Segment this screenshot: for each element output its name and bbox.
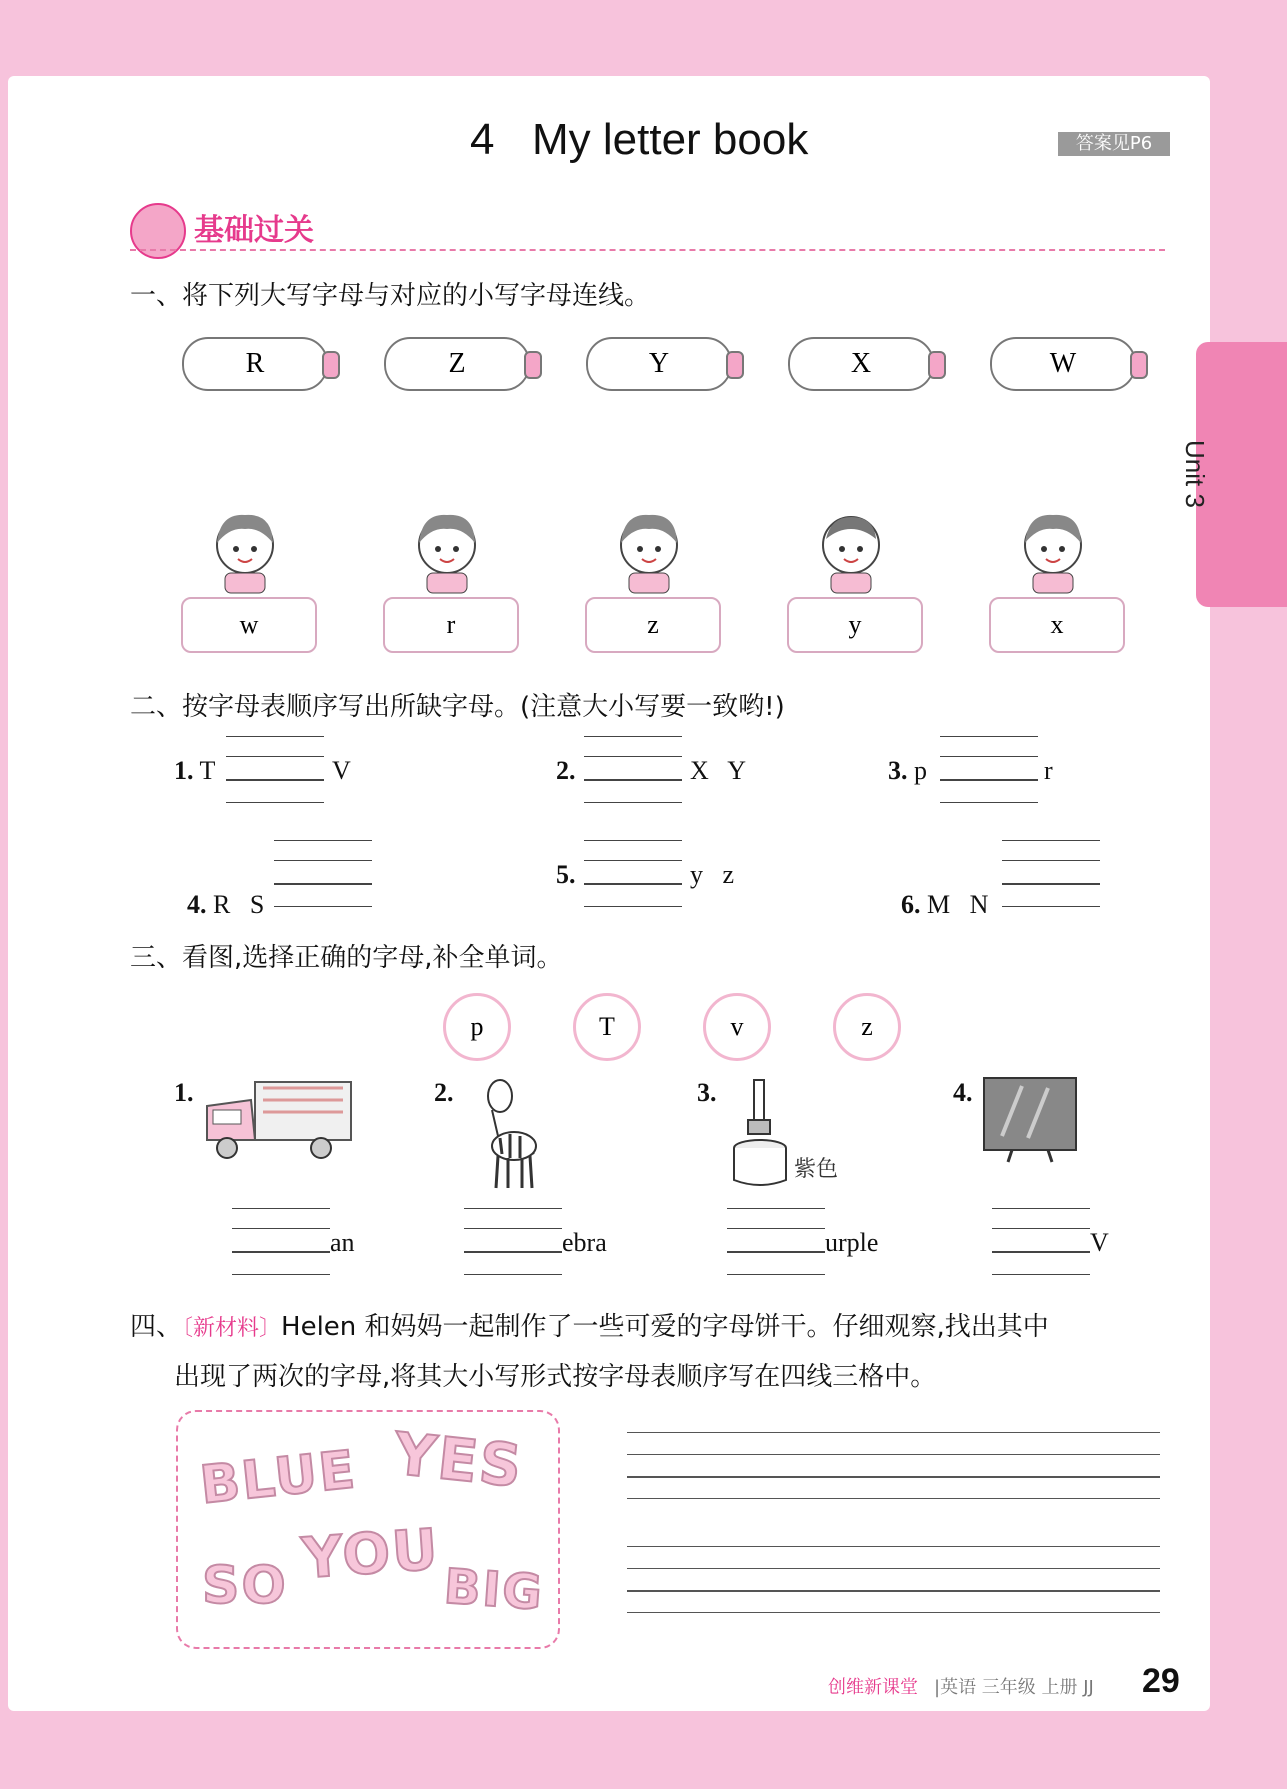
writing-lines[interactable] [464, 1208, 562, 1274]
given-letters: V [332, 756, 351, 785]
lowercase-card [989, 597, 1125, 653]
child-illustration [806, 505, 896, 595]
zebra-image [470, 1076, 550, 1192]
truck-image [203, 1078, 355, 1166]
q3-instruction: 三、看图,选择正确的字母,补全单词。 [130, 943, 563, 973]
writing-lines[interactable] [584, 840, 682, 906]
q2-item [174, 860, 264, 920]
option-clock [443, 993, 511, 1061]
writing-lines[interactable] [1002, 840, 1100, 906]
cookie-word: SO [202, 1556, 288, 1616]
writing-lines[interactable] [274, 840, 372, 906]
option-letter: T [599, 1012, 615, 1041]
uppercase-letter: R [245, 348, 265, 379]
writing-lines[interactable] [940, 736, 1038, 802]
given-letters: r [1044, 756, 1053, 785]
lowercase-card [181, 597, 317, 653]
option-clock [703, 993, 771, 1061]
tv-image [982, 1076, 1078, 1166]
paint-can-image [730, 1076, 790, 1188]
writing-lines[interactable] [992, 1208, 1090, 1274]
q2-item [888, 860, 988, 920]
lowercase-card [383, 597, 519, 653]
q4-text-line1: Helen 和妈妈一起制作了一些可爱的字母饼干。仔细观察,找出其中 [281, 1312, 1049, 1342]
writing-lines[interactable] [584, 736, 682, 802]
item-number: 4. [187, 890, 207, 919]
given-letters: M N [927, 890, 989, 919]
word-ending: an [330, 1228, 355, 1257]
lowercase-letter: r [446, 610, 456, 639]
option-clock [833, 993, 901, 1061]
bottle-uppercase [182, 337, 328, 391]
item-number: 2. [556, 756, 576, 785]
footer-subject: |英语 三年级 上册 JJ [934, 1677, 1094, 1698]
cookie-word: YES [390, 1419, 527, 1501]
option-letter: v [730, 1012, 744, 1041]
child-illustration [200, 505, 290, 595]
cookie-word: BIG [442, 1558, 546, 1622]
item-number: 4. [953, 1078, 973, 1107]
answer-reference-badge: 答案见P6 [1058, 132, 1170, 156]
given-letters: T [199, 756, 216, 785]
bottle-uppercase [384, 337, 530, 391]
item-number: 6. [901, 890, 921, 919]
bottle-uppercase [990, 337, 1136, 391]
lowercase-card [585, 597, 721, 653]
item-number: 1. [174, 1078, 194, 1107]
q2-item [174, 756, 215, 786]
given-letters: p [914, 756, 927, 785]
lowercase-letter: z [647, 610, 659, 639]
given-letters: X Y [690, 756, 747, 785]
item-number: 3. [888, 756, 908, 785]
child-illustration [604, 505, 694, 595]
lowercase-letter: w [239, 610, 259, 639]
footer-brand: 创维新课堂 [828, 1677, 918, 1698]
child-illustration [1008, 505, 1098, 595]
lowercase-letter: x [1050, 610, 1064, 639]
option-clock [573, 993, 641, 1061]
item-number: 3. [697, 1078, 717, 1107]
four-line-grid[interactable] [627, 1546, 1160, 1616]
q4-instruction-line1 [130, 1306, 1049, 1343]
uppercase-letter: X [850, 348, 872, 379]
lowercase-card [787, 597, 923, 653]
writing-lines[interactable] [226, 736, 324, 802]
q4-instruction-line2: 出现了两次的字母,将其大小写形式按字母表顺序写在四线三格中。 [174, 1362, 937, 1392]
child-illustration [402, 505, 492, 595]
item-number: 1. [174, 756, 194, 785]
option-letter: z [861, 1012, 873, 1041]
given-letters: y z [690, 860, 735, 889]
q2-instruction: 二、按字母表顺序写出所缺字母。(注意大小写要一致哟!) [130, 692, 785, 722]
q4-prefix: 四、 [130, 1312, 183, 1342]
word-ending: urple [825, 1228, 879, 1257]
bottle-uppercase [788, 337, 934, 391]
q1-instruction: 一、将下列大写字母与对应的小写字母连线。 [130, 281, 651, 311]
word-ending: ebra [562, 1228, 607, 1257]
item-number: 5. [556, 860, 576, 889]
uppercase-letter: Z [448, 348, 466, 379]
unit-tab-label: Unit 3 [1180, 440, 1210, 508]
uppercase-letter: Y [648, 348, 670, 379]
new-material-tag: 〔新材料〕 [182, 1316, 282, 1341]
cookie-word: YOU [299, 1517, 442, 1592]
q2-item [888, 756, 927, 786]
section-title: 基础过关 [194, 213, 314, 248]
four-line-grid[interactable] [627, 1432, 1160, 1502]
lesson-number: 4 [470, 115, 495, 164]
option-letter: p [470, 1012, 484, 1041]
writing-lines[interactable] [232, 1208, 330, 1274]
bottle-uppercase [586, 337, 732, 391]
item-number: 2. [434, 1078, 454, 1107]
lowercase-letter: y [848, 610, 862, 639]
word-ending: V [1090, 1228, 1109, 1257]
cookie-picture-box [176, 1410, 560, 1649]
given-letters: R S [213, 890, 265, 919]
uppercase-letter: W [1049, 348, 1077, 379]
page-number: 29 [1142, 1662, 1180, 1700]
writing-lines[interactable] [727, 1208, 825, 1274]
cookie-word: BLUE [197, 1439, 360, 1517]
section-divider [130, 249, 1165, 251]
color-caption: 紫色 [794, 1157, 839, 1182]
lesson-title: My letter book [532, 115, 809, 164]
